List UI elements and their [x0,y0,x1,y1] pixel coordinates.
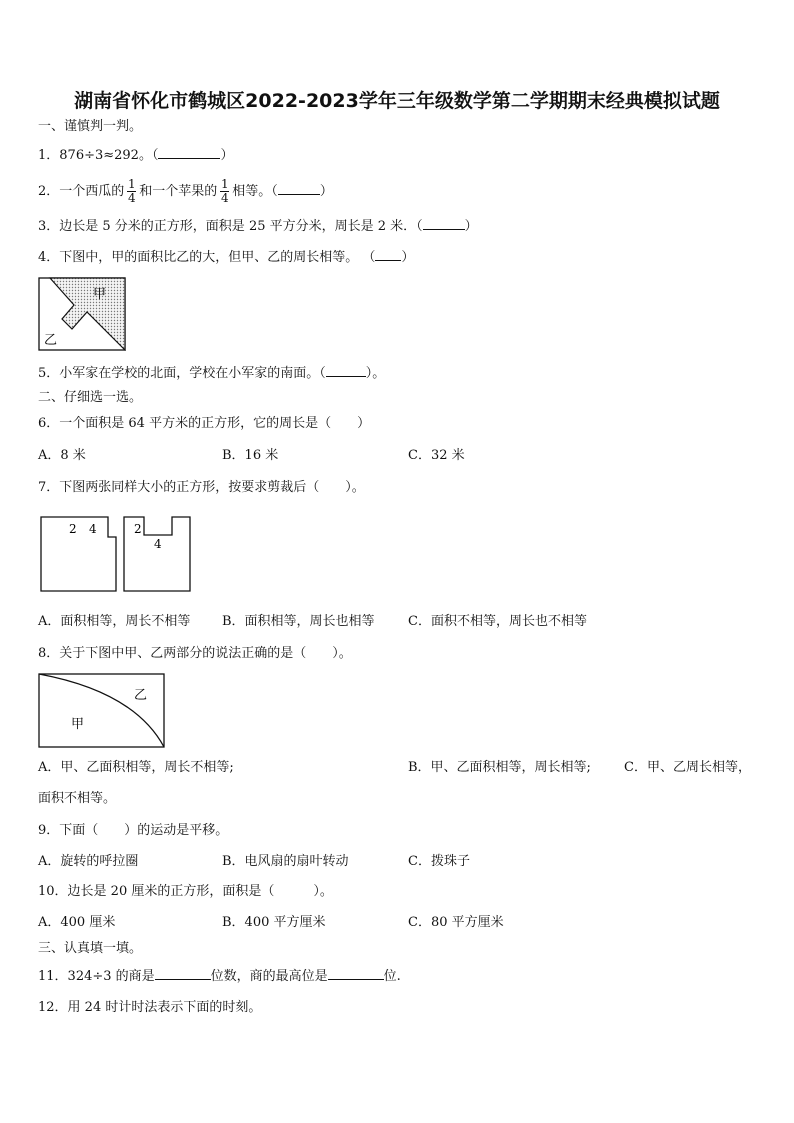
cut-square-left [41,517,116,591]
answer-blank[interactable] [278,182,320,195]
label-two: 2 [134,522,142,536]
question-2-end: ） [319,184,333,199]
question-5-text: 5．小军家在学校的北面，学校在小军家的南面。（ [38,366,326,381]
question-2-text-b: 和一个苹果的 [139,184,218,199]
figure-border [39,674,164,747]
question-3-end: ） [464,219,478,234]
option-c[interactable]: C．面积不相等，周长也不相等 [408,614,587,629]
question-11-text-b: 位数，商的最高位是 [210,969,328,984]
option-c[interactable]: C．32 米 [408,448,465,463]
question-4 [38,248,414,267]
question-7: 7．下图两张同样大小的正方形，按要求剪裁后（ ）。 [38,480,365,495]
page-title: 湖南省怀化市鹤城区2022-2023学年三年级数学第二学期期末经典模拟试题 [74,90,720,112]
option-a[interactable]: A．甲、乙面积相等，周长不相等; [38,760,234,775]
question-11 [38,967,401,986]
option-c[interactable]: C．拨珠子 [408,854,470,869]
option-a[interactable]: A．旋转的呼拉圈 [38,854,139,869]
answer-blank[interactable] [155,967,211,980]
question-11-text-c: 位. [383,969,401,984]
option-a[interactable]: A．400 厘米 [38,915,116,930]
option-a[interactable]: A．8 米 [38,448,86,463]
question-2 [38,178,333,205]
answer-blank[interactable] [423,217,465,230]
question-8: 8．关于下图中甲、乙两部分的说法正确的是（ ）。 [38,646,352,661]
question-4-text: 4．下图中，甲的面积比乙的大，但甲、乙的周长相等。 （ [38,250,376,265]
answer-blank[interactable] [158,146,220,159]
question-2-text-c: 相等。（ [232,184,278,199]
question-10: 10．边长是 20 厘米的正方形，面积是（ ）。 [38,884,333,899]
option-c-continued: 面积不相等。 [38,791,117,806]
label-four: 4 [89,522,97,536]
option-b[interactable]: B．甲、乙面积相等，周长相等; [408,760,591,775]
answer-blank[interactable] [328,967,384,980]
question-12: 12．用 24 时计时法表示下面的时刻。 [38,1000,262,1015]
section-heading-2: 二、仔细选一选。 [38,390,143,405]
label-two: 2 [69,522,77,536]
question-1-end: ） [220,148,234,163]
answer-blank[interactable] [375,248,401,261]
option-c[interactable]: C．甲、乙周长相等， [624,760,751,775]
option-b[interactable]: B．面积相等，周长也相等 [222,614,375,629]
label-yi: 乙 [44,333,58,348]
option-b[interactable]: B．16 米 [222,448,279,463]
question-5-end: ）。 [365,366,386,381]
label-jia: 甲 [71,717,85,732]
label-yi: 乙 [134,688,148,703]
question-11-text-a: 11．324÷3 的商是 [38,969,155,984]
option-c[interactable]: C．80 平方厘米 [408,915,504,930]
fraction-one-quarter: $\frac{1}{4}$ [127,177,136,205]
answer-blank[interactable] [326,364,366,377]
section-heading-1: 一、谨慎判一判。 [38,119,143,134]
question-9: 9．下面（ ）的运动是平移。 [38,823,229,838]
question-3 [38,217,478,236]
fraction-one-quarter: $\frac{1}{4}$ [220,177,229,205]
option-b[interactable]: B．电风扇的扇叶转动 [222,854,349,869]
option-b[interactable]: B．400 平方厘米 [222,915,326,930]
question-7-figure [38,514,198,594]
question-4-figure [38,277,126,351]
question-1 [38,146,233,165]
question-4-end: ） [401,250,415,265]
question-3-text: 3．边长是 5 分米的正方形，面积是 25 平方分米，周长是 2 米．（ [38,219,423,234]
option-a[interactable]: A．面积相等，周长不相等 [38,614,191,629]
question-5 [38,364,385,383]
label-four: 4 [154,537,162,551]
question-1-text: 1．876÷3≈292。（ [38,148,159,163]
question-6: 6．一个面积是 64 平方米的正方形，它的周长是（ ） [38,416,371,431]
label-jia: 甲 [93,287,107,302]
question-8-figure [38,673,166,749]
question-2-text-a: 2．一个西瓜的 [38,184,125,199]
section-heading-3: 三、认真填一填。 [38,941,143,956]
